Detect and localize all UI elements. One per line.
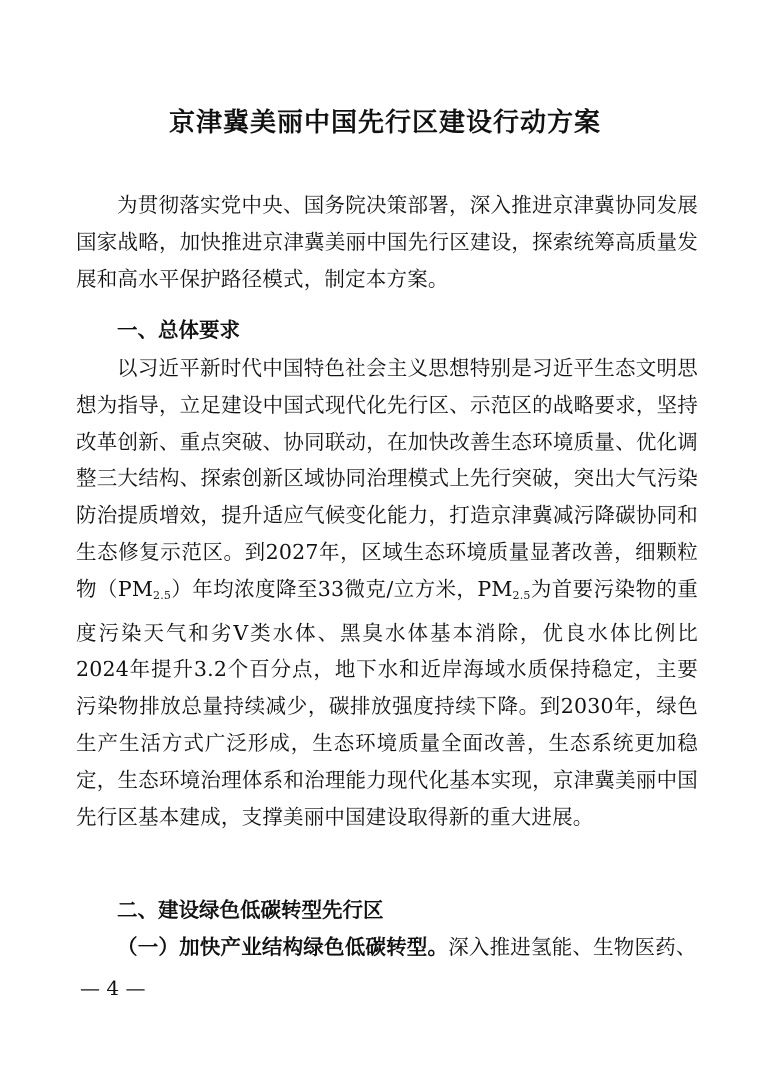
section-1-text-a: 以习近平新时代中国特色社会主义思想特别是习近平生态文明思想为指导，立足建设中国式现代化先行区、示范区的战略要求，坚持改革创新、重点突破、协同联动，在加快改善生态环境质量、优化调整三大结构、探索创新区域协同治理模式上先行突破，突出大气污染防治提质增效，提升适应气候变化能力，打造京津冀减污降碳协同和生态修复示范区。到2027年，区域生态环境质量显著改善，细颗粒物（PM [76, 356, 698, 601]
pm-subscript: 2.5 [512, 588, 531, 602]
intro-paragraph: 为贯彻落实党中央、国务院决策部署，深入推进京津冀协同发展国家战略，加快推进京津冀美丽中国先行区建设，探索统筹高质量发展和高水平保护路径模式，制定本方案。 [76, 193, 698, 291]
section-1-paragraph [76, 350, 698, 835]
page-number: — 4 — [80, 976, 146, 1000]
section-1-text-b: ）年均浓度降至33微克/立方米，PM [171, 576, 513, 601]
section-heading-1: 一、总体要求 [117, 318, 240, 342]
subsection-1-lead: （一）加快产业结构绿色低碳转型。 [117, 935, 449, 959]
section-1-text-c: 为首要污染物的重度污染天气和劣Ⅴ类水体、黑臭水体基本消除，优良水体比例比2024年提升3.2个百分点，地下水和近岸海域水质保持稳定，主要污染物排放总量持续减少，碳排放强度持续下降。到2030年，绿色生产生活方式广泛形成，生态环境质量全面改善，生态系统更加稳定，生态环境治理体系和治理能力现代化基本实现，京津冀美丽中国先行区基本建成，支撑美丽中国建设取得新的重大进展。 [76, 576, 698, 829]
section-heading-2: 二、建设绿色低碳转型先行区 [117, 898, 384, 922]
document-title: 京津冀美丽中国先行区建设行动方案 [168, 108, 601, 138]
subsection-1-paragraph [76, 929, 698, 966]
pm-subscript: 2.5 [153, 588, 172, 602]
subsection-1-text: 深入推进氢能、生物医药、 [448, 935, 697, 959]
